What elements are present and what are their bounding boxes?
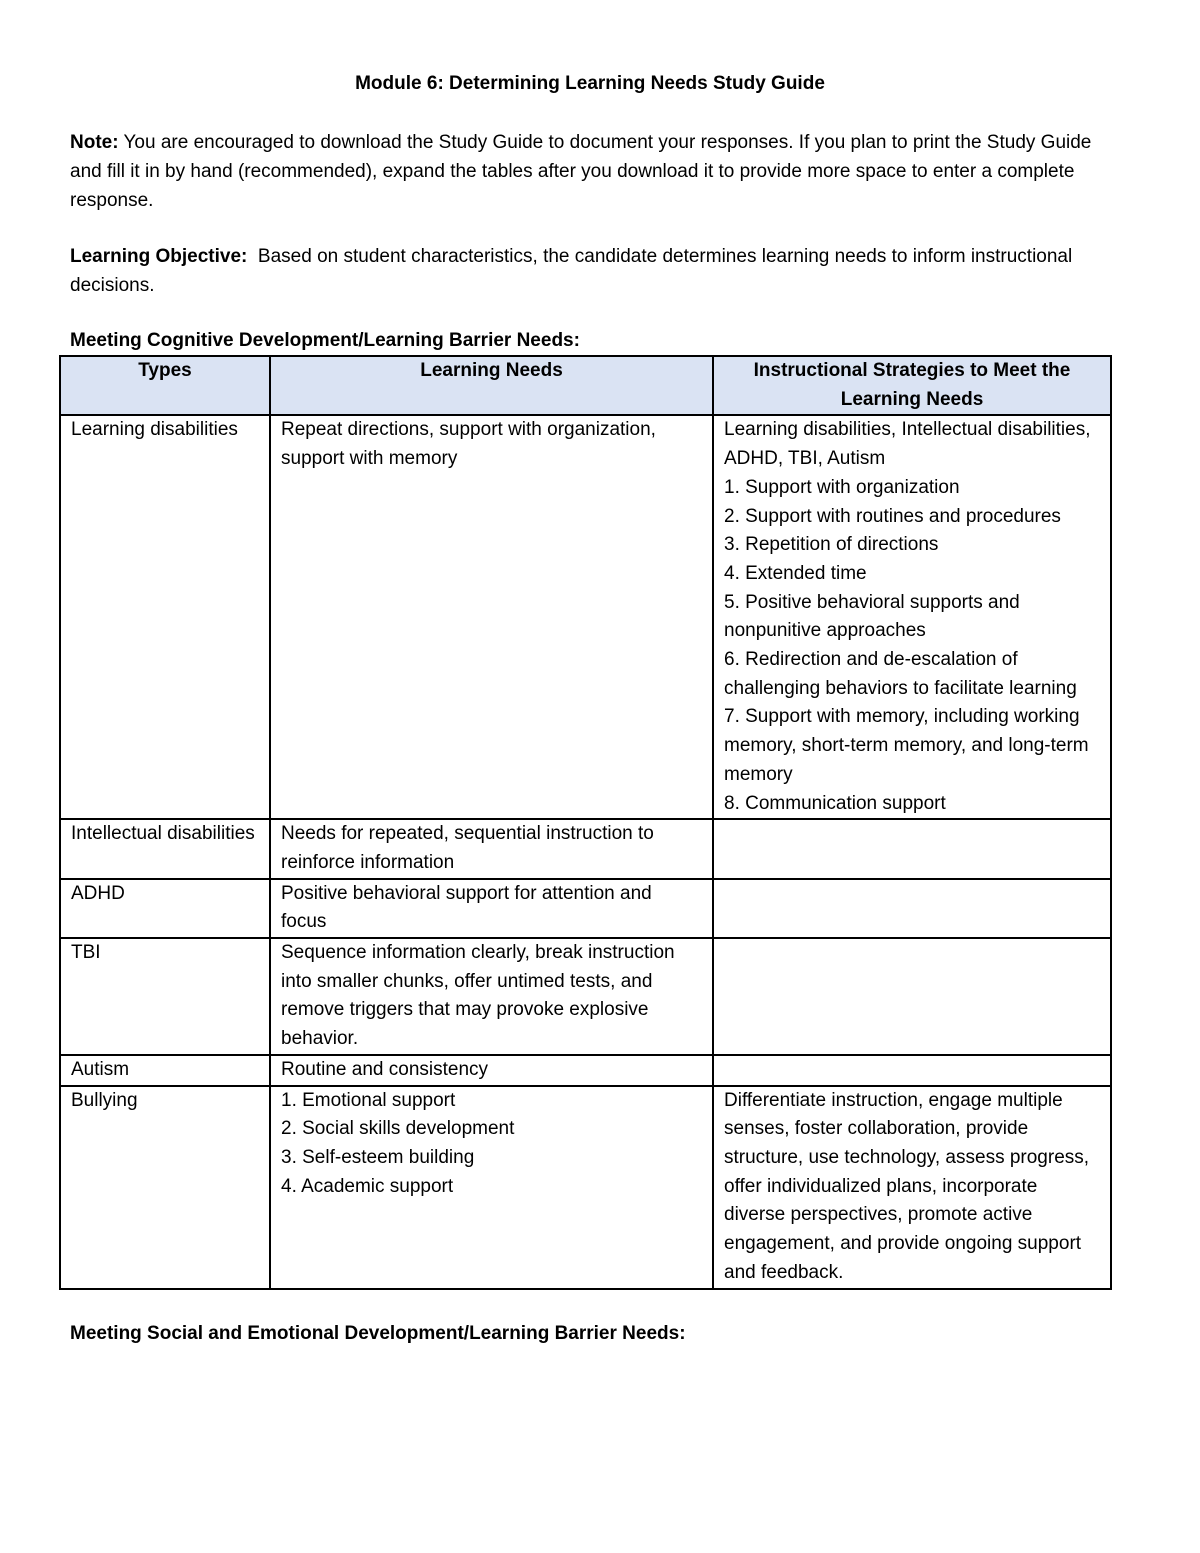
page-title: Module 6: Determining Learning Needs Study Guide [355, 73, 825, 94]
objective-text: Based on student characteristics, the candidate determines learning needs to inform instructional decisions. [70, 246, 1078, 296]
cell-strategies [713, 819, 1111, 878]
strategy-line: 8. Communication support [724, 792, 946, 814]
table-header-row [60, 356, 1111, 415]
strategy-line: 6. Redirection and de-escalation of challenging behaviors to facilitate learning [724, 649, 1077, 699]
header-types: Types [60, 356, 270, 415]
cell-type: Learning disabilities [60, 415, 270, 819]
strategy-line: 2. Support with routines and procedures [724, 505, 1061, 527]
table-row [60, 879, 1111, 938]
cell-strategies [713, 1055, 1111, 1086]
cell-learning-needs [270, 879, 713, 938]
cell-type: Bullying [60, 1086, 270, 1289]
note-label: Note: [70, 132, 119, 153]
note-text: You are encouraged to download the Study Guide to document your responses. If you plan to print the Study Guide and fill it in by hand (recommended), expand the tables after you download it to provide more space to enter a complete response. [70, 132, 1092, 211]
strategy-line: 4. Extended time [724, 562, 867, 584]
objective-paragraph [70, 242, 1110, 300]
learning-need-line: 3. Self-esteem building [281, 1146, 475, 1168]
strategy-line: 3. Repetition of directions [724, 534, 939, 556]
strategy-line: 7. Support with memory, including working memory, short-term memory, and long-term memory [724, 706, 1089, 785]
cell-type: ADHD [60, 879, 270, 938]
cell-strategies [713, 1086, 1111, 1289]
cell-learning-needs [270, 1086, 713, 1289]
cell-strategies [713, 938, 1111, 1055]
cell-learning-needs [270, 819, 713, 878]
header-learning-needs: Learning Needs [270, 356, 713, 415]
strategy-line: 5. Positive behavioral supports and nonpunitive approaches [724, 591, 1020, 642]
table-row [60, 1055, 1111, 1086]
cell-type: Intellectual disabilities [60, 819, 270, 878]
table-row [60, 819, 1111, 878]
cell-learning-needs [270, 1055, 713, 1086]
table-row [60, 1086, 1111, 1289]
learning-need-line: Routine and consistency [281, 1058, 489, 1080]
table-row [60, 938, 1111, 1055]
cell-type: Autism [60, 1055, 270, 1086]
learning-need-line: Positive behavioral support for attention and focus [281, 882, 652, 933]
note-paragraph [70, 128, 1110, 215]
table-body [60, 415, 1111, 1288]
learning-need-line: Sequence information clearly, break instruction into smaller chunks, offer untimed tests, and remove triggers that may provoke explosive behavior. [281, 942, 675, 1050]
cell-strategies [713, 415, 1111, 819]
cell-strategies [713, 879, 1111, 938]
objective-label: Learning Objective: [70, 246, 248, 267]
learning-need-line: Needs for repeated, sequential instruction to reinforce information [281, 823, 654, 873]
strategy-line: Differentiate instruction, engage multiple senses, foster collaboration, provide structure, use technology, assess progress, offer individualized plans, incorporate diverse perspectives, promote active engagement, and provide ongoing support and feedback. [724, 1089, 1090, 1283]
learning-need-line: 2. Social skills development [281, 1118, 515, 1140]
section-heading-cognitive: Meeting Cognitive Development/Learning Barrier Needs: [70, 330, 580, 351]
strategy-line: Learning disabilities, Intellectual disabilities, ADHD, TBI, Autism [724, 419, 1091, 470]
learning-need-line: Repeat directions, support with organization, support with memory [281, 419, 656, 470]
section-heading-social-emotional: Meeting Social and Emotional Development/Learning Barrier Needs: [70, 1322, 686, 1344]
learning-need-line: 1. Emotional support [281, 1089, 456, 1111]
cell-learning-needs [270, 415, 713, 819]
learning-needs-table [59, 355, 1112, 1290]
header-strategies: Instructional Strategies to Meet the Learning Needs [713, 356, 1111, 415]
learning-need-line: 4. Academic support [281, 1175, 454, 1197]
strategy-line: 1. Support with organization [724, 476, 960, 498]
study-guide-page [70, 70, 1110, 1348]
cell-type: TBI [60, 938, 270, 1055]
table-row [60, 415, 1111, 819]
cell-learning-needs [270, 938, 713, 1055]
